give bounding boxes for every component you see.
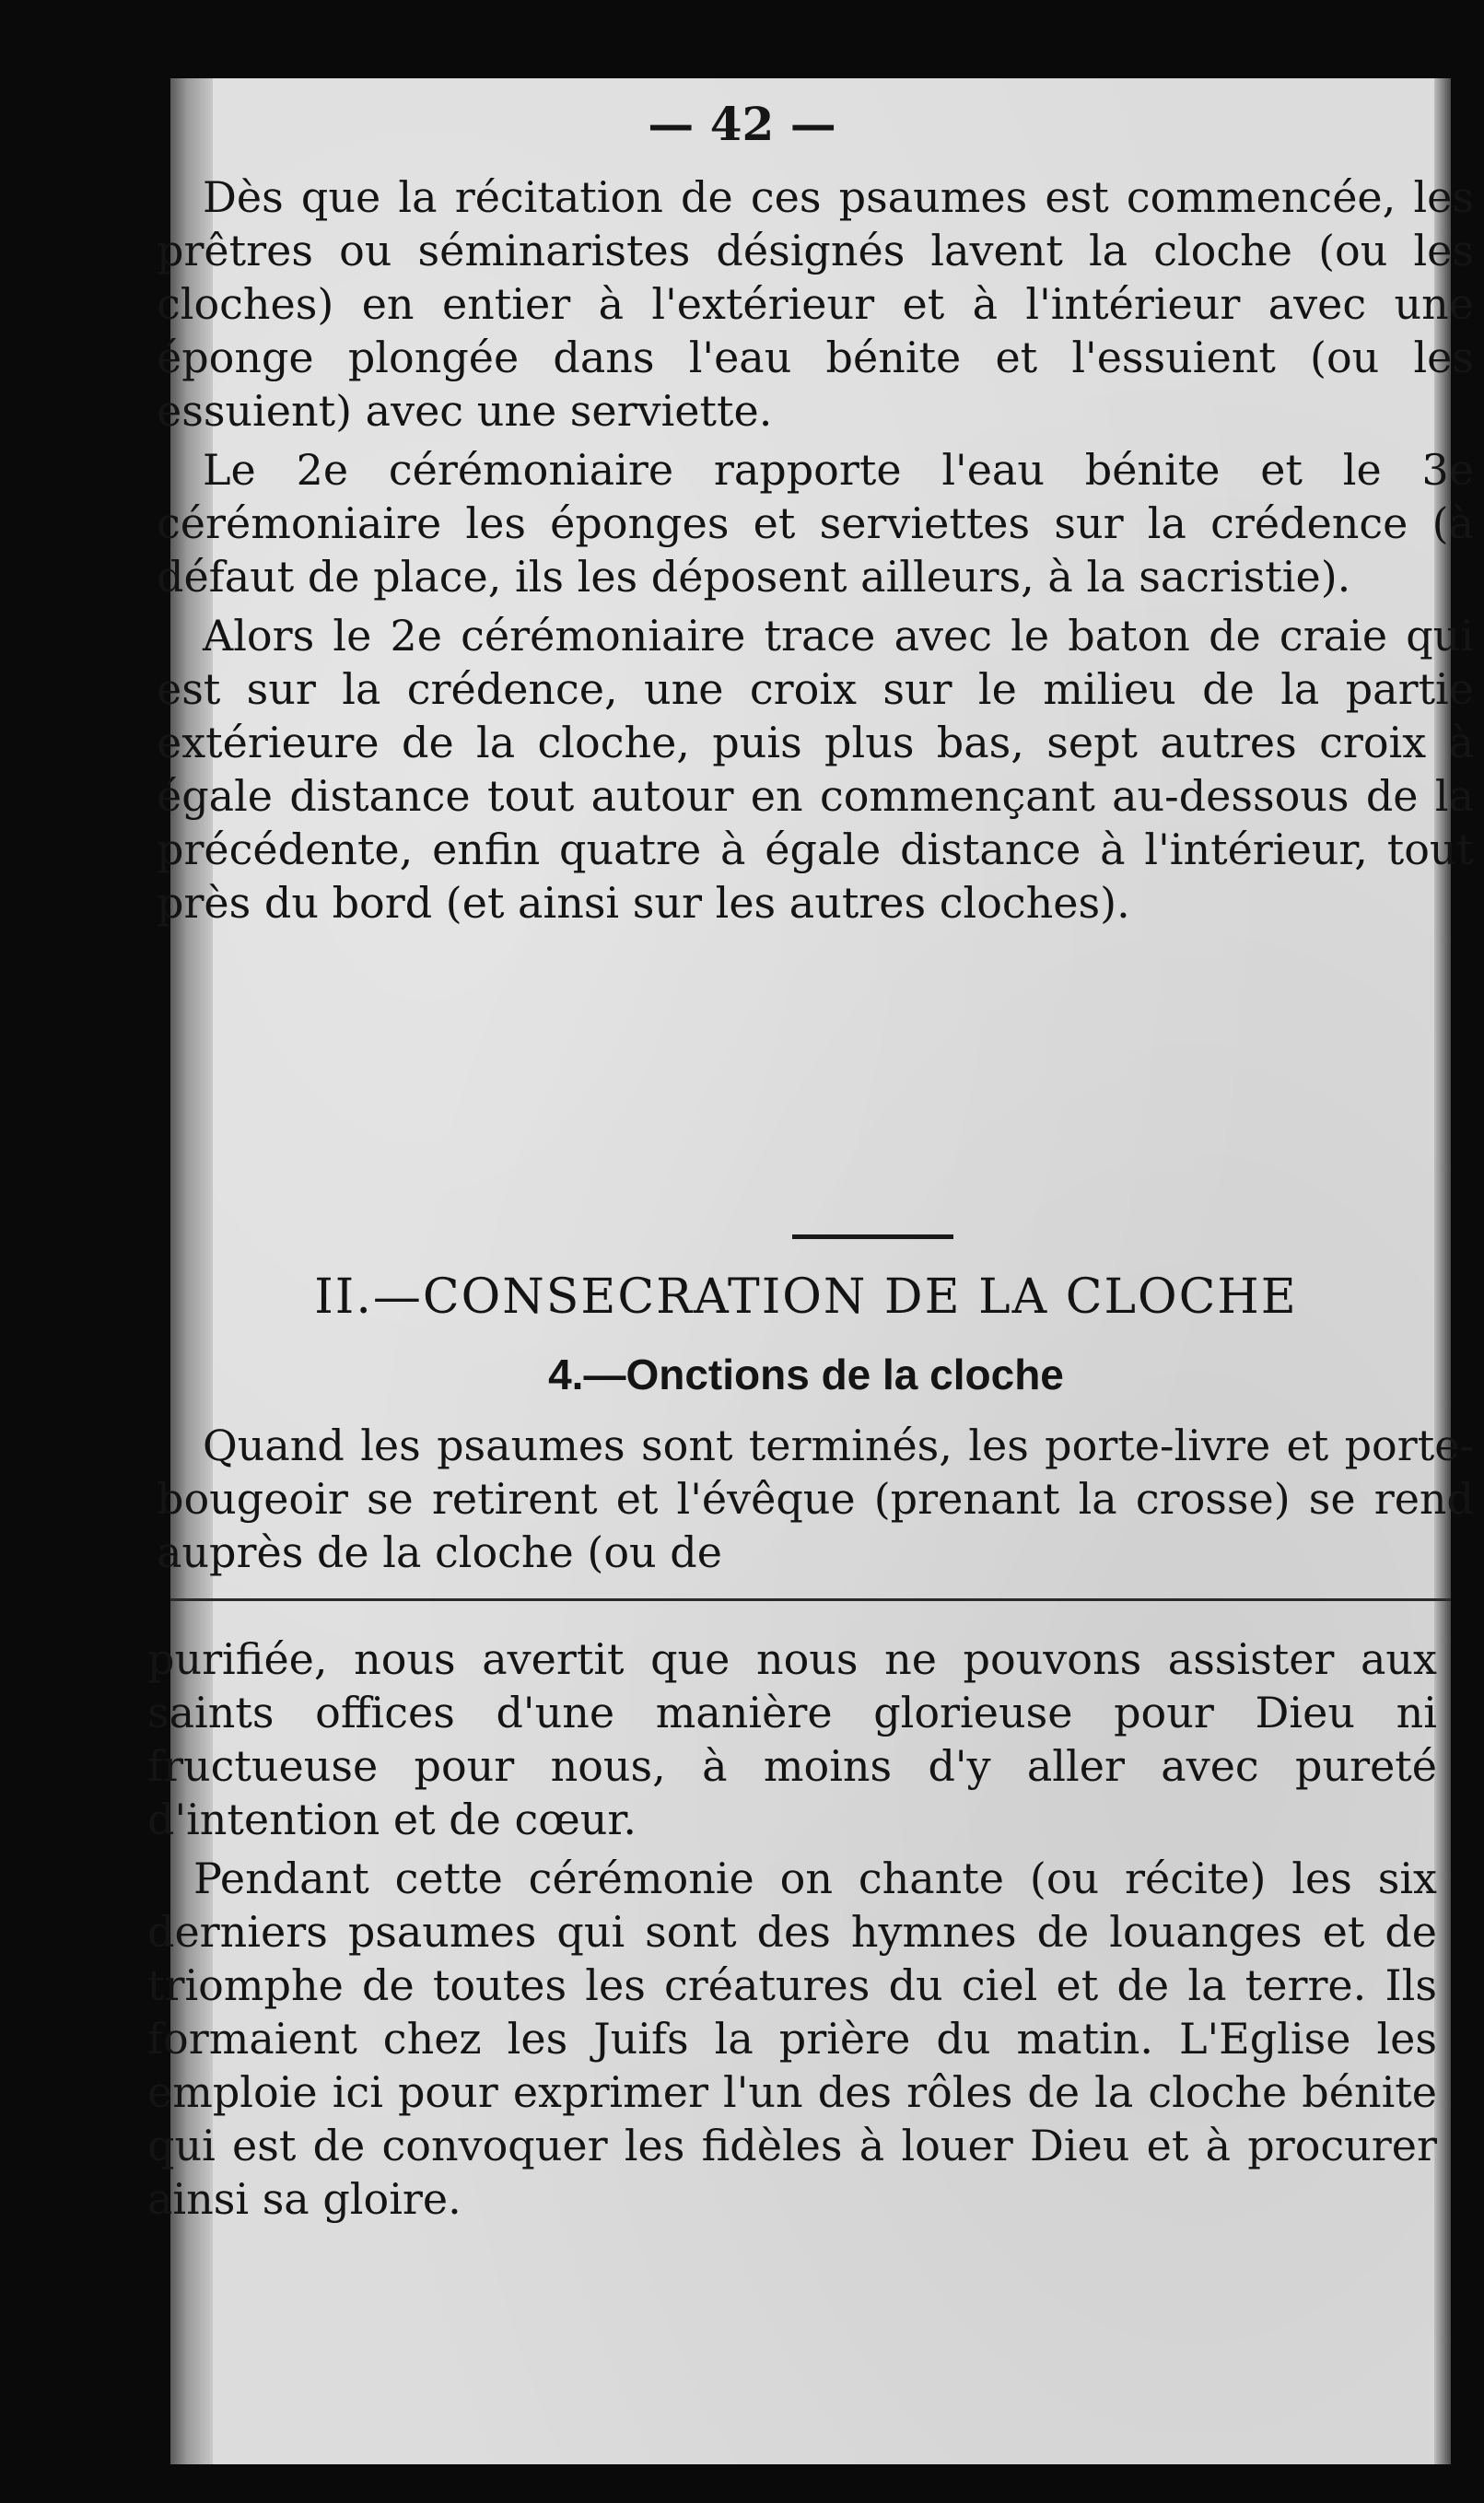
section-heading: II.—CONSECRATION DE LA CLOCHE: [314, 1269, 1298, 1325]
paragraph: Pendant cette cérémonie on chante (ou récite) les six derniers psaumes qui sont des hymnes de louanges et de triomphe de toutes les créatures du ciel et de la terre. Ils formaient chez les Juifs la prière du matin. L'Eglise les emploie ici pour exprimer l'un des rôles de la cloche bénite qui est de convoquer les fidèles à louer Dieu et à procurer ainsi sa gloire.: [147, 1854, 1437, 2224]
subsection-heading: 4.—Onctions de la cloche: [548, 1351, 1064, 1398]
page-number: — 42 —: [648, 97, 836, 151]
upper-text-block: [157, 170, 1474, 935]
paragraph: Alors le 2e cérémoniaire trace avec le baton de craie qui est sur la crédence, une croix sur le milieu de la partie extérieure de la cloche, puis plus bas, sept autres croix à égale distance tout autour en commençant au-dessous de la précédente, enfin quatre à égale distance à l'intérieur, tout près du bord (et ainsi sur les autres cloches).: [157, 611, 1474, 928]
paragraph: Le 2e cérémoniaire rapporte l'eau bénite et le 3e cérémoniaire les éponges et serviettes sur la crédence (à défaut de place, ils les déposent ailleurs, à la sacristie).: [157, 445, 1474, 602]
lower-text-block: [147, 1632, 1437, 2231]
paragraph: Quand les psaumes sont terminés, les porte-livre et porte-bougeoir se retirent et l'évêque (prenant la crosse) se rend auprès de la cloche (ou de: [157, 1421, 1474, 1577]
paragraph: Dès que la récitation de ces psaumes est commencée, les prêtres ou séminaristes désignés lavent la cloche (ou les cloches) en entier à l'extérieur et à l'intérieur avec une éponge plongée dans l'eau bénite et l'essuient (ou les essuient) avec une serviette.: [157, 172, 1474, 436]
section-divider: [792, 1234, 953, 1239]
paragraph: purifiée, nous avertit que nous ne pouvons assister aux saints offices d'une manière glorieuse pour Dieu ni fructueuse pour nous, à moins d'y aller avec pureté d'intention et de cœur.: [147, 1634, 1437, 1844]
footnote-rule: [170, 1598, 1451, 1601]
onctions-text-block: [157, 1419, 1474, 1579]
